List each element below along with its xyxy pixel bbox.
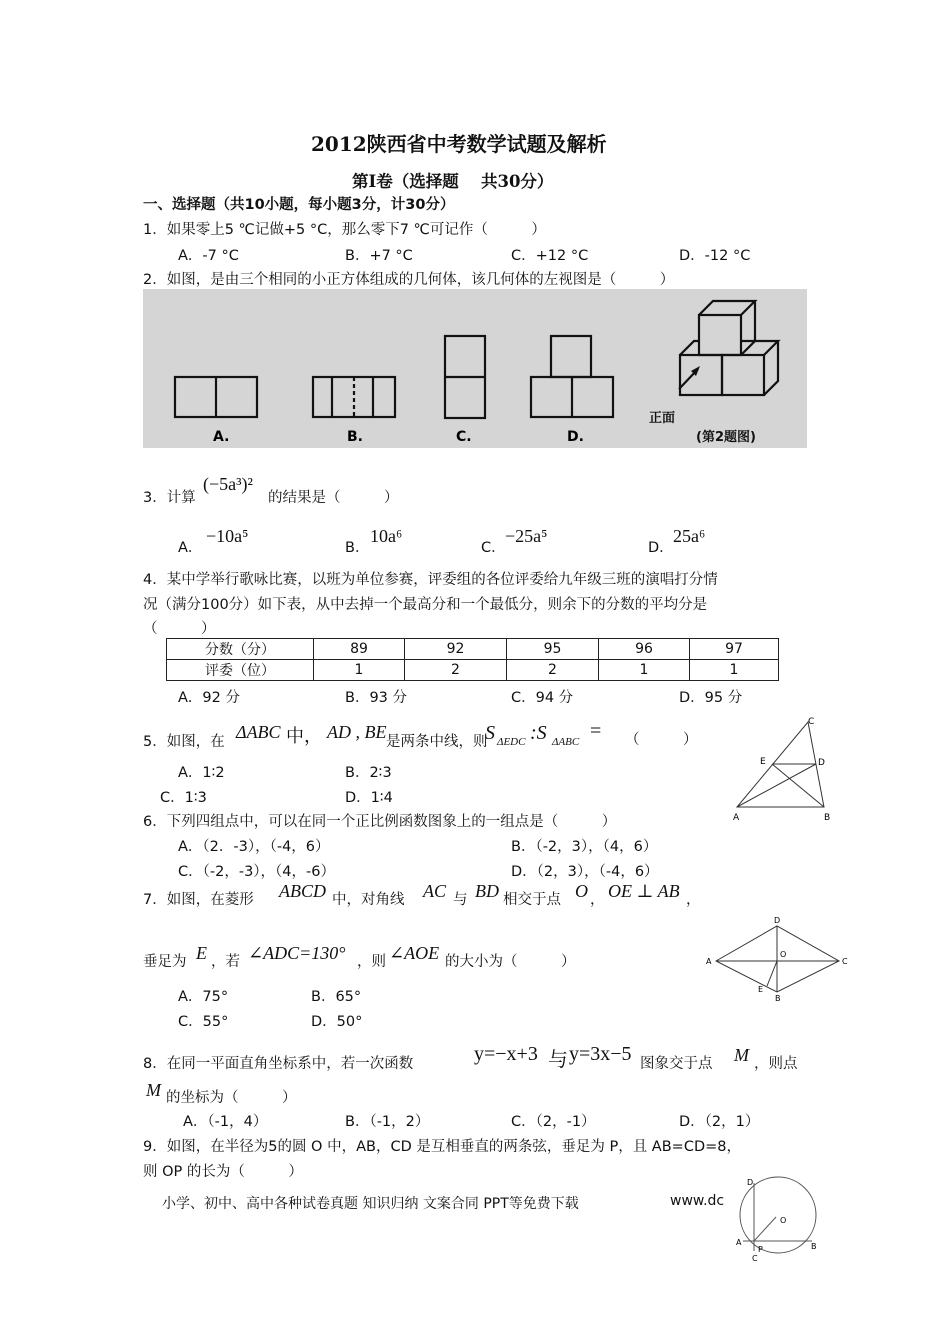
q4-option-b: B．93 分 bbox=[345, 690, 408, 706]
question-4-line3: （ ） bbox=[143, 621, 216, 637]
table-cell: 2 bbox=[405, 660, 507, 681]
q2-label-c: C. bbox=[456, 429, 472, 445]
q5-ratio-s2: :S bbox=[530, 722, 547, 744]
page-title: 2012陕西省中考数学试题及解析 bbox=[311, 132, 607, 156]
q1-option-b: B．+7 °C bbox=[345, 248, 413, 264]
q5-triangle-figure bbox=[728, 712, 840, 824]
table-cell: 97 bbox=[690, 639, 779, 660]
table-cell: 1 bbox=[690, 660, 779, 681]
question-6-stem: 6．下列四组点中，可以在同一个正比例函数图象上的一组点是（ ） bbox=[143, 814, 617, 830]
q3-option-c-expr: −25a⁵ bbox=[505, 526, 548, 546]
table-cell: 92 bbox=[405, 639, 507, 660]
q5-ratio-s1: S bbox=[485, 722, 495, 744]
q9-fig-label-c: C bbox=[752, 1254, 758, 1263]
table-row bbox=[167, 639, 779, 660]
q9-fig-label-d: D bbox=[747, 1178, 754, 1187]
table-cell: 2 bbox=[507, 660, 599, 681]
q4-score-table bbox=[166, 638, 779, 681]
q7-angle-adc: ∠ADC=130° bbox=[248, 943, 346, 963]
question-7-line2a: 垂足为 bbox=[143, 954, 187, 970]
table-cell: 89 bbox=[314, 639, 405, 660]
q6-option-a: A．（2．-3），（-4，6） bbox=[178, 839, 330, 855]
q7-fig-label-a: A bbox=[706, 957, 712, 966]
question-7-line1b: 中，对角线 bbox=[332, 892, 405, 908]
q9-fig-label-a: A bbox=[736, 1238, 742, 1247]
q7-fig-label-b: B bbox=[775, 994, 781, 1002]
q1-option-c: C．+12 °C bbox=[511, 248, 589, 264]
q3-option-a: A． bbox=[178, 540, 203, 556]
q5-ratio-sub1: ΔEDC bbox=[497, 736, 526, 748]
q9-fig-label-o: O bbox=[780, 1216, 787, 1225]
q2-front-label: 正面 bbox=[649, 411, 676, 426]
q7-rhombus: ABCD bbox=[279, 881, 326, 901]
q3-option-d-expr: 25a⁶ bbox=[673, 526, 706, 546]
q5-fig-label-d: D bbox=[818, 758, 825, 768]
q8-option-c: C．（2，-1） bbox=[511, 1114, 596, 1130]
q5-answer-blank: （ ） bbox=[625, 732, 698, 748]
q7-diag-ac: AC bbox=[423, 881, 447, 901]
q7-point-o: O bbox=[575, 881, 588, 901]
q7-option-c: C．55° bbox=[178, 1014, 229, 1030]
q5-text-mid2: 是两条中线，则 bbox=[386, 734, 488, 750]
footer-text: 小学、初中、高中各种试卷真题 知识归纳 文案合同 PPT等免费下载 bbox=[162, 1196, 579, 1212]
q5-option-c: C．1∶3 bbox=[160, 790, 207, 806]
q7-comma: ， bbox=[590, 892, 605, 908]
q5-fig-label-b: B bbox=[824, 813, 831, 823]
question-4-line2: 况（满分100分）如下表，从中去掉一个最高分和一个最低分，则余下的分数的平均分是 bbox=[143, 597, 708, 613]
q5-fig-label-a: A bbox=[733, 813, 740, 823]
q9-fig-label-p: P bbox=[758, 1245, 763, 1254]
question-5-prefix: 5．如图，在 bbox=[143, 734, 225, 750]
question-4-line1: 4．某中学举行歌咏比赛，以班为单位参赛，评委组的各位评委给九年级三班的演唱打分情 bbox=[143, 572, 718, 588]
q8-point-m2: M bbox=[146, 1080, 161, 1100]
table-cell: 96 bbox=[599, 639, 690, 660]
question-3-suffix: 的结果是（ ） bbox=[268, 490, 399, 506]
q1-option-a: A．-7 °C bbox=[178, 248, 239, 264]
q7-rhombus-figure bbox=[702, 912, 850, 1002]
question-8-line2: 的坐标为（ ） bbox=[166, 1090, 297, 1106]
q3-option-c: C． bbox=[481, 540, 506, 556]
q5-text-mid: 中， bbox=[286, 726, 322, 747]
footer-link[interactable]: www.dc bbox=[670, 1193, 725, 1209]
q2-label-b: B. bbox=[347, 429, 363, 445]
question-7-line2b: ，若 bbox=[211, 954, 240, 970]
section-heading: 一、选择题（共10小题，每小题3分，计30分） bbox=[143, 197, 455, 213]
q7-option-a: A．75° bbox=[178, 989, 229, 1005]
q3-option-b: B． bbox=[345, 540, 370, 556]
q8-option-a: A．（-1，4） bbox=[183, 1114, 268, 1130]
q5-option-d: D．1∶4 bbox=[345, 790, 393, 806]
q5-equals: = bbox=[590, 720, 602, 742]
question-7-line2c: ，则 bbox=[357, 954, 386, 970]
table-header-cell: 分数（分） bbox=[167, 639, 314, 660]
q2-label-d: D. bbox=[567, 429, 584, 445]
q7-fig-label-d: D bbox=[774, 916, 781, 925]
q7-option-b: B．65° bbox=[311, 989, 362, 1005]
q7-fig-label-e: E bbox=[758, 985, 764, 994]
table-cell: 95 bbox=[507, 639, 599, 660]
q8-option-b: B．（-1，2） bbox=[345, 1114, 430, 1130]
table-header-cell: 评委（位） bbox=[167, 660, 314, 681]
q8-function-1: y=−x+3 bbox=[474, 1043, 538, 1065]
question-8-line1c: ，则点 bbox=[754, 1056, 798, 1072]
q8-word-yu: 与 bbox=[548, 1047, 568, 1071]
q3-expression: (−5a³)² bbox=[203, 474, 253, 494]
q5-fig-label-c: C bbox=[808, 717, 815, 727]
q2-views-svg bbox=[143, 289, 807, 448]
q3-option-b-expr: 10a⁶ bbox=[370, 526, 403, 546]
q5-option-a: A．1∶2 bbox=[178, 765, 225, 781]
q5-ratio-sub2: ΔABC bbox=[552, 736, 580, 748]
q2-figure bbox=[143, 289, 807, 448]
q7-word-yu: 与 bbox=[453, 892, 468, 908]
q7-comma2: ， bbox=[686, 892, 701, 908]
question-7-line1a: 7．如图，在菱形 bbox=[143, 892, 254, 908]
q9-circle-figure bbox=[730, 1175, 825, 1267]
question-9-line2: 则 OP 的长为（ ） bbox=[143, 1164, 303, 1180]
question-3-prefix: 3．计算 bbox=[143, 490, 196, 506]
table-row bbox=[167, 660, 779, 681]
q2-label-a: A. bbox=[213, 429, 230, 445]
question-1-stem: 1．如果零上5 ℃记做+5 °C，那么零下7 ℃可记作（ ） bbox=[143, 222, 546, 238]
q4-option-c: C．94 分 bbox=[511, 690, 574, 706]
question-2-stem: 2．如图，是由三个相同的小正方体组成的几何体，该几何体的左视图是（ ） bbox=[143, 272, 675, 288]
q7-point-e: E bbox=[196, 943, 207, 963]
q5-fig-label-e: E bbox=[760, 757, 766, 767]
q6-option-b: B．（-2，3），（4，6） bbox=[511, 839, 658, 855]
q8-function-2: y=3x−5 bbox=[569, 1043, 632, 1065]
q8-option-d: D．（2，1） bbox=[679, 1114, 760, 1130]
q7-perpendicular: OE ⊥ AB bbox=[608, 881, 680, 901]
q6-option-d: D．（2，3），（-4，6） bbox=[511, 864, 659, 880]
q5-segments: AD , BE bbox=[327, 722, 387, 742]
q8-point-m: M bbox=[734, 1045, 749, 1065]
question-7-line2d: 的大小为（ ） bbox=[445, 954, 576, 970]
q7-fig-label-o: O bbox=[780, 950, 787, 959]
question-9-line1: 9．如图，在半径为5的圆 O 中，AB，CD 是互相垂直的两条弦，垂足为 P，且 AB=CD=8， bbox=[143, 1139, 741, 1155]
q5-triangle: ΔABC bbox=[236, 722, 281, 742]
paper-subtitle: 第Ⅰ卷（选择题 共30分） bbox=[352, 172, 554, 191]
q2-figure-caption: (第2题图) bbox=[696, 430, 756, 445]
q5-option-b: B．2∶3 bbox=[345, 765, 392, 781]
q9-fig-label-b: B bbox=[811, 1242, 817, 1251]
q1-option-d: D．-12 °C bbox=[679, 248, 751, 264]
q4-option-a: A．92 分 bbox=[178, 690, 240, 706]
q7-angle-aoe: ∠AOE bbox=[389, 943, 440, 963]
q7-diag-bd: BD bbox=[475, 881, 499, 901]
table-cell: 1 bbox=[599, 660, 690, 681]
table-cell: 1 bbox=[314, 660, 405, 681]
q4-option-d: D．95 分 bbox=[679, 690, 743, 706]
q3-option-d: D． bbox=[648, 540, 674, 556]
q7-fig-label-c: C bbox=[842, 957, 848, 966]
question-7-line1c: 相交于点 bbox=[503, 892, 561, 908]
question-8-line1a: 8．在同一平面直角坐标系中，若一次函数 bbox=[143, 1056, 414, 1072]
q3-option-a-expr: −10a⁵ bbox=[206, 526, 249, 546]
question-8-line1b: 图象交于点 bbox=[640, 1056, 713, 1072]
q7-option-d: D．50° bbox=[311, 1014, 363, 1030]
q6-option-c: C．（-2，-3），（4，-6） bbox=[178, 864, 335, 880]
